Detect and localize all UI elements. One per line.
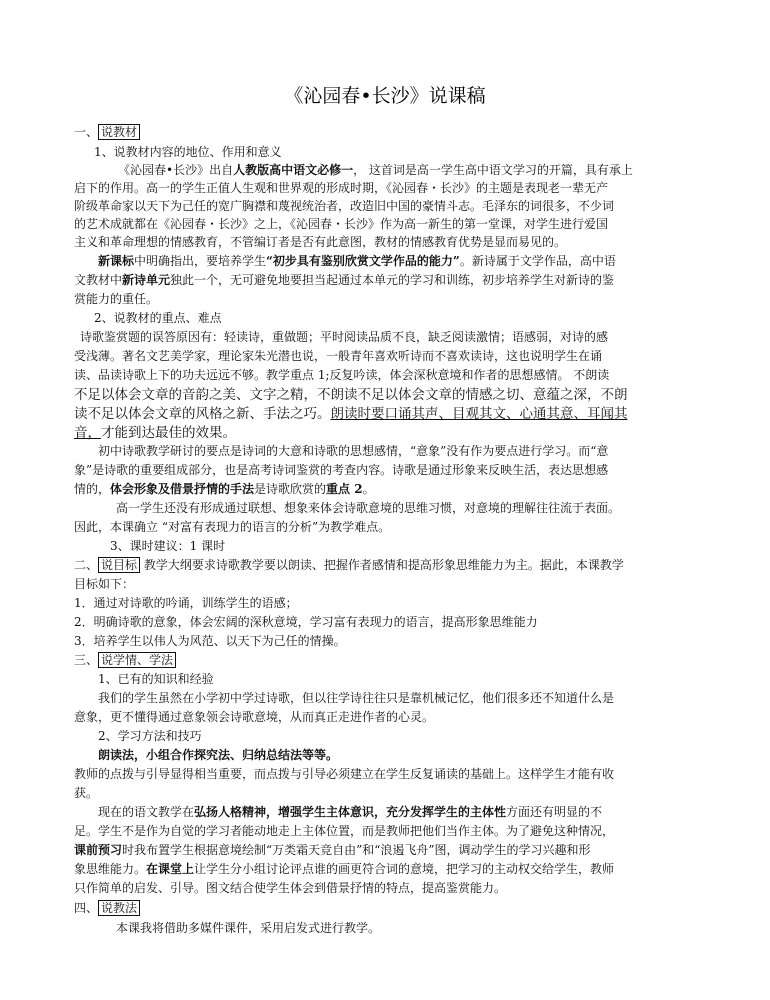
paragraph-line: 目标如下： xyxy=(74,577,135,591)
section-3-sub-2: 2、学习方法和技巧 xyxy=(98,729,202,743)
section-3-heading xyxy=(74,652,696,668)
methods-line: 朗读法，小组合作探究法、归纳总结法等等。 xyxy=(98,748,339,762)
section-2-heading xyxy=(74,557,696,573)
paragraph-line: 高一学生还没有形成通过联想、想象来体会诗歌意境的思维习惯，对意境的理解往往流于表面。 xyxy=(116,501,621,515)
section-3-sub-1: 1、已有的知识和经验 xyxy=(98,672,214,686)
text-span: ， 这首词是高一学生高中语文学习的开篇，具有承上 xyxy=(353,163,633,177)
section-2-title: 说目标 xyxy=(98,557,140,573)
text-span: 时我布置学生根据意境绘制“万类霜天竞自由”和“浪遏飞舟”图，调动学生的学习兴趣和形 xyxy=(122,843,591,857)
text-span: 《沁园春•长沙》出自 xyxy=(118,163,234,177)
bold-span: 重点 2 xyxy=(326,482,363,496)
text-span: 独此一个，无可避免地要担当起通过本单元的学习和训练，初步培养学生对新诗的鉴 xyxy=(170,273,615,287)
text-span: 才能到达最佳的效果。 xyxy=(101,425,236,441)
underlined-span: 朗读时要口诵其声、目观其文、心通其意、耳闻其 xyxy=(330,406,628,422)
section-1-number: 一、 xyxy=(74,125,99,139)
bold-span: 新课标 xyxy=(98,254,135,268)
paragraph-line xyxy=(74,424,696,442)
paragraph-line: 本课我将借助多媒件课件，采用启发式进行教学。 xyxy=(116,921,381,935)
text-span: 文教材中 xyxy=(74,273,123,287)
section-1-sub-2: 2、说教材的重点、难点 xyxy=(94,311,222,325)
paragraph-line xyxy=(74,861,696,877)
section-4-title: 说教法 xyxy=(98,900,140,916)
bold-span: 新诗单元 xyxy=(122,273,171,287)
text-span: 读不足以体会文章的风格之新、手法之巧。 xyxy=(74,406,331,422)
paragraph-line: 象”是诗歌的重要组成部分，也是高考诗词鉴赏的考查内容。诗歌是通过形象来反映生活，表达思想感 xyxy=(74,463,609,477)
bold-span: 人教版高中语文必修一 xyxy=(233,163,354,177)
section-1-title: 说教材 xyxy=(98,124,140,140)
bold-span: 弘扬人格精神，增强学生主体意识，充分发挥学生的主体性 xyxy=(194,805,507,819)
paragraph-line xyxy=(74,481,696,497)
paragraph-line: 不足以体会文章的音韵之美、文字之精，不朗读不足以体会文章的情感之切、意蕴之深，不朗 xyxy=(74,387,628,403)
paragraph-line xyxy=(98,253,720,269)
text-span: 象思维能力。 xyxy=(74,862,147,876)
paragraph-line: 我们的学生虽然在小学初中学过诗歌，但以往学诗往往只是靠机械记忆，他们很多还不知道什么是 xyxy=(98,691,615,705)
document-title: 《沁园春•长沙》说课稿 xyxy=(284,85,486,107)
list-item: 3．培养学生以伟人为风范、以天下为己任的情操。 xyxy=(74,634,346,648)
paragraph-line: 赏能力的重任。 xyxy=(74,292,159,306)
paragraph-line xyxy=(74,272,696,288)
section-1-heading xyxy=(74,124,696,140)
text-span: 。 xyxy=(362,482,375,496)
paragraph-line: 初中诗歌教学研讨的要点是诗词的大意和诗歌的思想感情，“意象”没有作为要点进行学习。而“意 xyxy=(98,444,609,458)
paragraph-line xyxy=(98,804,720,820)
paragraph-line: 主义和革命理想的情感教育，不管编订者是否有此意图，教材的情感教育优势是显而易见的。 xyxy=(74,235,567,249)
paragraph-line xyxy=(74,405,696,423)
text-span: 情的， xyxy=(74,482,111,496)
paragraph-line: 读、品读诗歌上下的功夫远远不够。教学重点 1;反复吟读，体会深秋意境和作者的思想感情。 不朗读 xyxy=(74,368,610,382)
section-4-number: 四、 xyxy=(74,901,99,915)
section-3-number: 三、 xyxy=(74,653,99,667)
paragraph-line: 意象，更不懂得通过意象领会诗歌意境，从而真正走进作者的心灵。 xyxy=(74,710,435,724)
section-4-heading xyxy=(74,900,696,916)
section-2-number: 二、 xyxy=(74,558,99,572)
paragraph-line: 阶级革命家以天下为己任的宽广胸襟和蔑视统治者，改造旧中国的豪情斗志。毛泽东的词很多，不少词 xyxy=(74,199,615,213)
bold-span: 课前预习 xyxy=(74,843,123,857)
paragraph-line: 诗歌鉴赏题的误答原因有：轻读诗，重做题；平时阅读品质不良，缺乏阅读激情；语感弱，对诗的感 xyxy=(80,330,609,344)
text-span: 让学生分小组讨论评点谁的画更符合词的意境，把学习的主动权交给学生，教师 xyxy=(194,862,615,876)
paragraph-line xyxy=(74,842,696,858)
paragraph-line xyxy=(118,162,740,178)
list-item: 1．通过对诗歌的吟诵，训练学生的语感； xyxy=(74,596,298,610)
text-span: 。新诗属于文学作品，高中语 xyxy=(459,254,616,268)
text-span: 是诗歌欣赏的 xyxy=(254,482,327,496)
paragraph-line: 的艺术成就都在《沁园春・长沙》之上，《沁园春・长沙》作为高一新生的第一堂课，对学生进行爱国 xyxy=(74,217,609,231)
paragraph-line: 足。学生不是作为自觉的学习者能动地走上主体位置，而是教师把他们当作主体。为了避免这种情况， xyxy=(74,824,615,838)
text-span: 方面还有明显的不 xyxy=(506,805,603,819)
paragraph-line: 只作简单的启发、引导。图文结合使学生体会到借景抒情的特点，提高鉴赏能力。 xyxy=(74,881,507,895)
bold-span: 体会形象及借景抒情的手法 xyxy=(110,482,255,496)
bold-span: 在课堂上 xyxy=(146,862,195,876)
paragraph-line: 受浅薄。著名文艺美学家，理论家朱光潜也说，一般青年喜欢听诗而不喜欢读诗，这也说明学生在诵 xyxy=(74,349,603,363)
text-span: 现在的语文教学在 xyxy=(98,805,195,819)
bold-span: “初步具有鉴别欣赏文学作品的能力” xyxy=(266,254,460,268)
underlined-span: 音， xyxy=(74,425,101,441)
text-span: 教学大纲要求诗歌教学要以朗读、把握作者感情和提高形象思维能力为主。据此，本课教学 xyxy=(140,558,624,572)
paragraph-line: 因此，本课确立 “对富有表现力的语言的分析”为教学难点。 xyxy=(74,520,391,534)
list-item: 2．明确诗歌的意象，体会宏阔的深秋意境，学习富有表现力的语言，提高形象思维能力 xyxy=(74,615,538,629)
paragraph-line: 教师的点拨与引导显得相当重要，而点拨与引导必须建立在学生反复诵读的基础上。这样学生才能有收 xyxy=(74,767,615,781)
text-span: 中明确指出，要培养学生 xyxy=(134,254,267,268)
paragraph-line: 获。 xyxy=(74,786,99,800)
section-1-sub-1: 1、说教材内容的地位、作用和意义 xyxy=(94,145,282,159)
section-3-title: 说学情、学法 xyxy=(98,652,176,668)
section-1-sub-3: 3、课时建议：1 课时 xyxy=(110,539,226,553)
paragraph-line: 启下的作用。高一的学生正值人生观和世界观的形成时期，《沁园春・长沙》的主题是表现老一辈无产 xyxy=(74,181,609,195)
